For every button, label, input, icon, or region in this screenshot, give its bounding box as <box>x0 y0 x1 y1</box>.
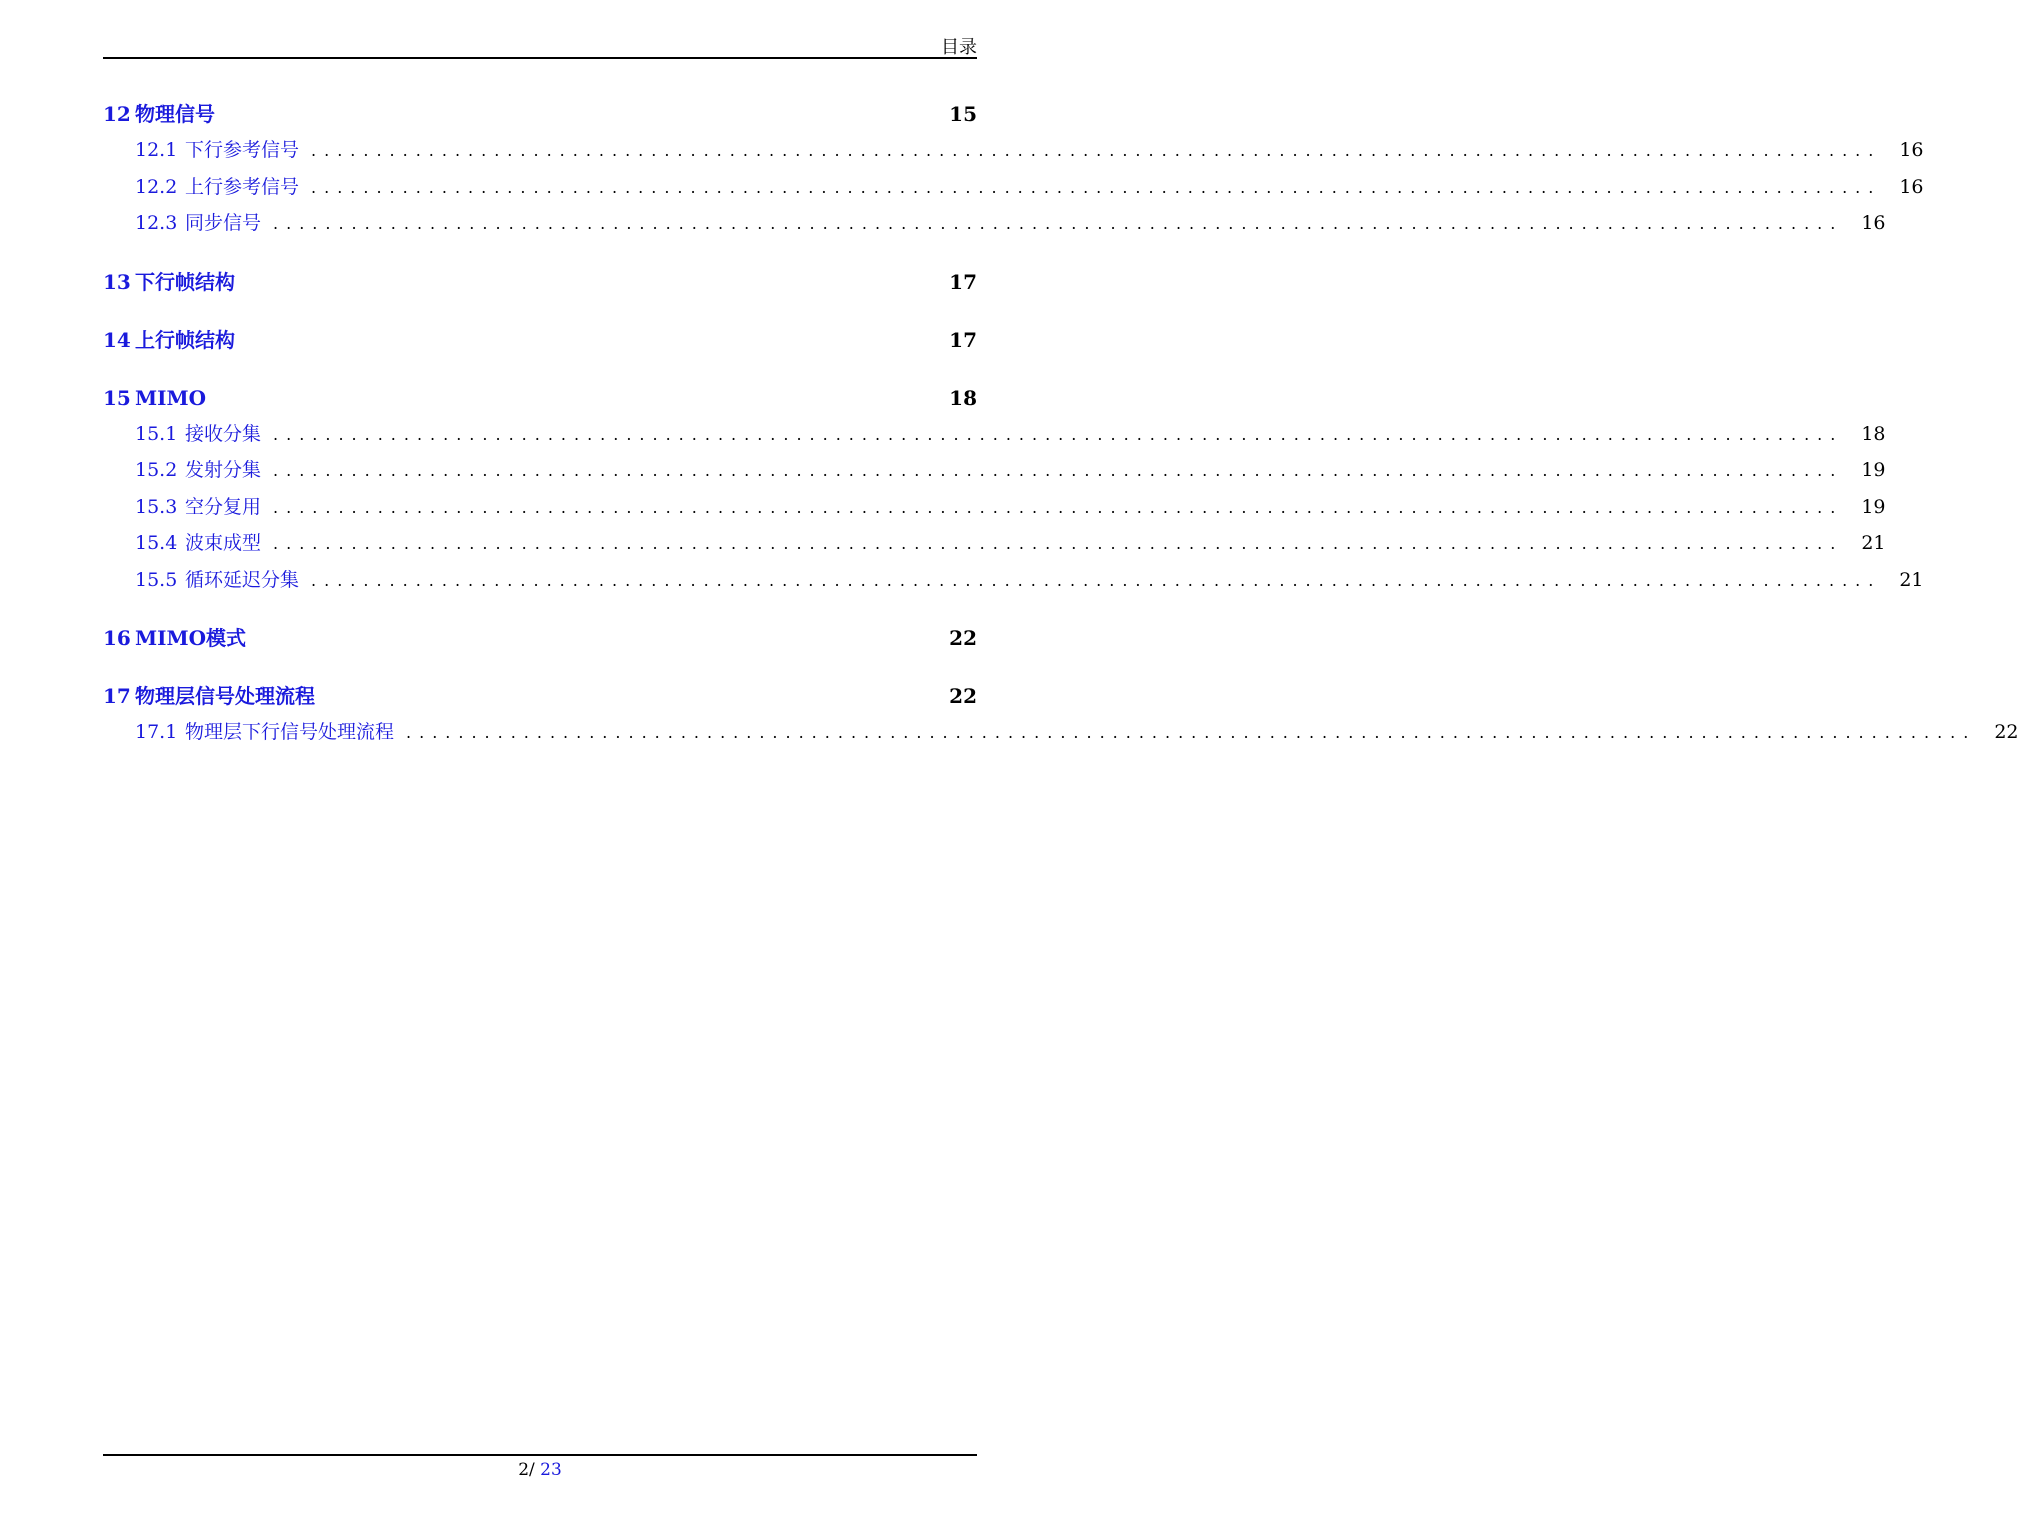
subsection-number: 15.5 <box>135 568 178 591</box>
section-number: 16 <box>103 626 131 650</box>
toc-subsection-17.1[interactable] <box>103 714 2019 751</box>
subsection-title-link[interactable]: 接收分集 <box>185 422 262 445</box>
toc-subsection-15.4[interactable] <box>103 525 1886 562</box>
subsection-number: 15.1 <box>135 422 178 445</box>
section-title-link[interactable]: MIMO模式 <box>135 626 247 650</box>
toc-subsection-12.1[interactable] <box>103 132 1924 169</box>
subsection-number: 17.1 <box>135 721 178 743</box>
subsection-page: 16 <box>1861 212 1886 234</box>
running-header: 目录 <box>941 37 977 58</box>
subsection-number: 12.1 <box>135 139 178 161</box>
dot-leader: ........................................................................................................................ <box>273 214 1844 233</box>
section-number: 17 <box>103 684 131 708</box>
dot-leader: ........................................................................................................................ <box>406 723 1977 742</box>
table-of-contents <box>103 96 2019 751</box>
subsection-page: 22 <box>1994 721 2019 743</box>
section-title-link[interactable]: 上行帧结构 <box>135 327 235 352</box>
toc-section-17[interactable] <box>103 678 977 714</box>
subsection-number: 15.3 <box>135 495 178 518</box>
dot-leader: ........................................................................................................................ <box>273 534 1844 553</box>
toc-section-14[interactable] <box>103 322 977 358</box>
section-number: 15 <box>103 385 131 410</box>
subsection-page: 16 <box>1899 175 1924 198</box>
subsection-title-link[interactable]: 上行参考信号 <box>185 175 300 198</box>
subsection-page: 21 <box>1861 532 1886 554</box>
section-page: 17 <box>949 269 977 294</box>
toc-subsection-15.2[interactable] <box>103 452 1886 489</box>
section-number: 12 <box>103 102 131 126</box>
section-number: 13 <box>103 269 131 294</box>
toc-subsection-15.3[interactable] <box>103 489 1886 526</box>
dot-leader: ........................................................................................................................ <box>273 461 1844 480</box>
header-rule <box>103 57 977 59</box>
section-title-link[interactable]: 下行帧结构 <box>135 269 235 294</box>
dot-leader: ........................................................................................................................ <box>273 497 1844 517</box>
total-pages-link[interactable]: 23 <box>540 1460 562 1480</box>
toc-section-13[interactable] <box>103 264 977 300</box>
dot-leader: ........................................................................................................................ <box>311 141 1882 160</box>
subsection-title-link[interactable]: 波束成型 <box>185 532 262 554</box>
subsection-page: 19 <box>1861 495 1886 518</box>
subsection-title-link[interactable]: 发射分集 <box>185 459 262 481</box>
section-title-link[interactable]: 物理信号 <box>135 102 215 126</box>
toc-subsection-15.5[interactable] <box>103 562 1924 599</box>
subsection-number: 15.2 <box>135 459 178 481</box>
dot-leader: ........................................................................................................................ <box>311 177 1882 197</box>
subsection-title-link[interactable]: 循环延迟分集 <box>185 568 300 591</box>
section-page: 17 <box>949 327 977 352</box>
section-page: 22 <box>949 684 977 708</box>
subsection-page: 16 <box>1899 139 1924 161</box>
subsection-page: 21 <box>1899 568 1924 591</box>
section-title-link[interactable]: MIMO <box>135 385 207 410</box>
section-page: 22 <box>949 626 977 650</box>
footer-rule <box>103 1454 977 1456</box>
toc-section-12[interactable] <box>103 96 977 132</box>
page-number <box>0 1460 1080 1480</box>
section-title-link[interactable]: 物理层信号处理流程 <box>135 684 315 708</box>
subsection-page: 19 <box>1861 459 1886 481</box>
toc-section-16[interactable] <box>103 620 977 656</box>
section-page: 15 <box>949 102 977 126</box>
toc-section-15[interactable] <box>103 380 977 416</box>
dot-leader: ........................................................................................................................ <box>273 424 1844 444</box>
section-page: 18 <box>949 385 977 410</box>
toc-subsection-12.3[interactable] <box>103 205 1886 242</box>
subsection-page: 18 <box>1861 422 1886 445</box>
toc-subsection-15.1[interactable] <box>103 416 1886 453</box>
subsection-number: 15.4 <box>135 532 178 554</box>
subsection-number: 12.3 <box>135 212 178 234</box>
subsection-number: 12.2 <box>135 175 178 198</box>
subsection-title-link[interactable]: 同步信号 <box>185 212 262 234</box>
subsection-title-link[interactable]: 空分复用 <box>185 495 262 518</box>
subsection-title-link[interactable]: 下行参考信号 <box>185 139 300 161</box>
toc-subsection-12.2[interactable] <box>103 169 1924 206</box>
section-number: 14 <box>103 327 131 352</box>
current-page: 2/ <box>518 1460 535 1480</box>
dot-leader: ........................................................................................................................ <box>311 570 1882 590</box>
subsection-title-link[interactable]: 物理层下行信号处理流程 <box>185 721 395 743</box>
